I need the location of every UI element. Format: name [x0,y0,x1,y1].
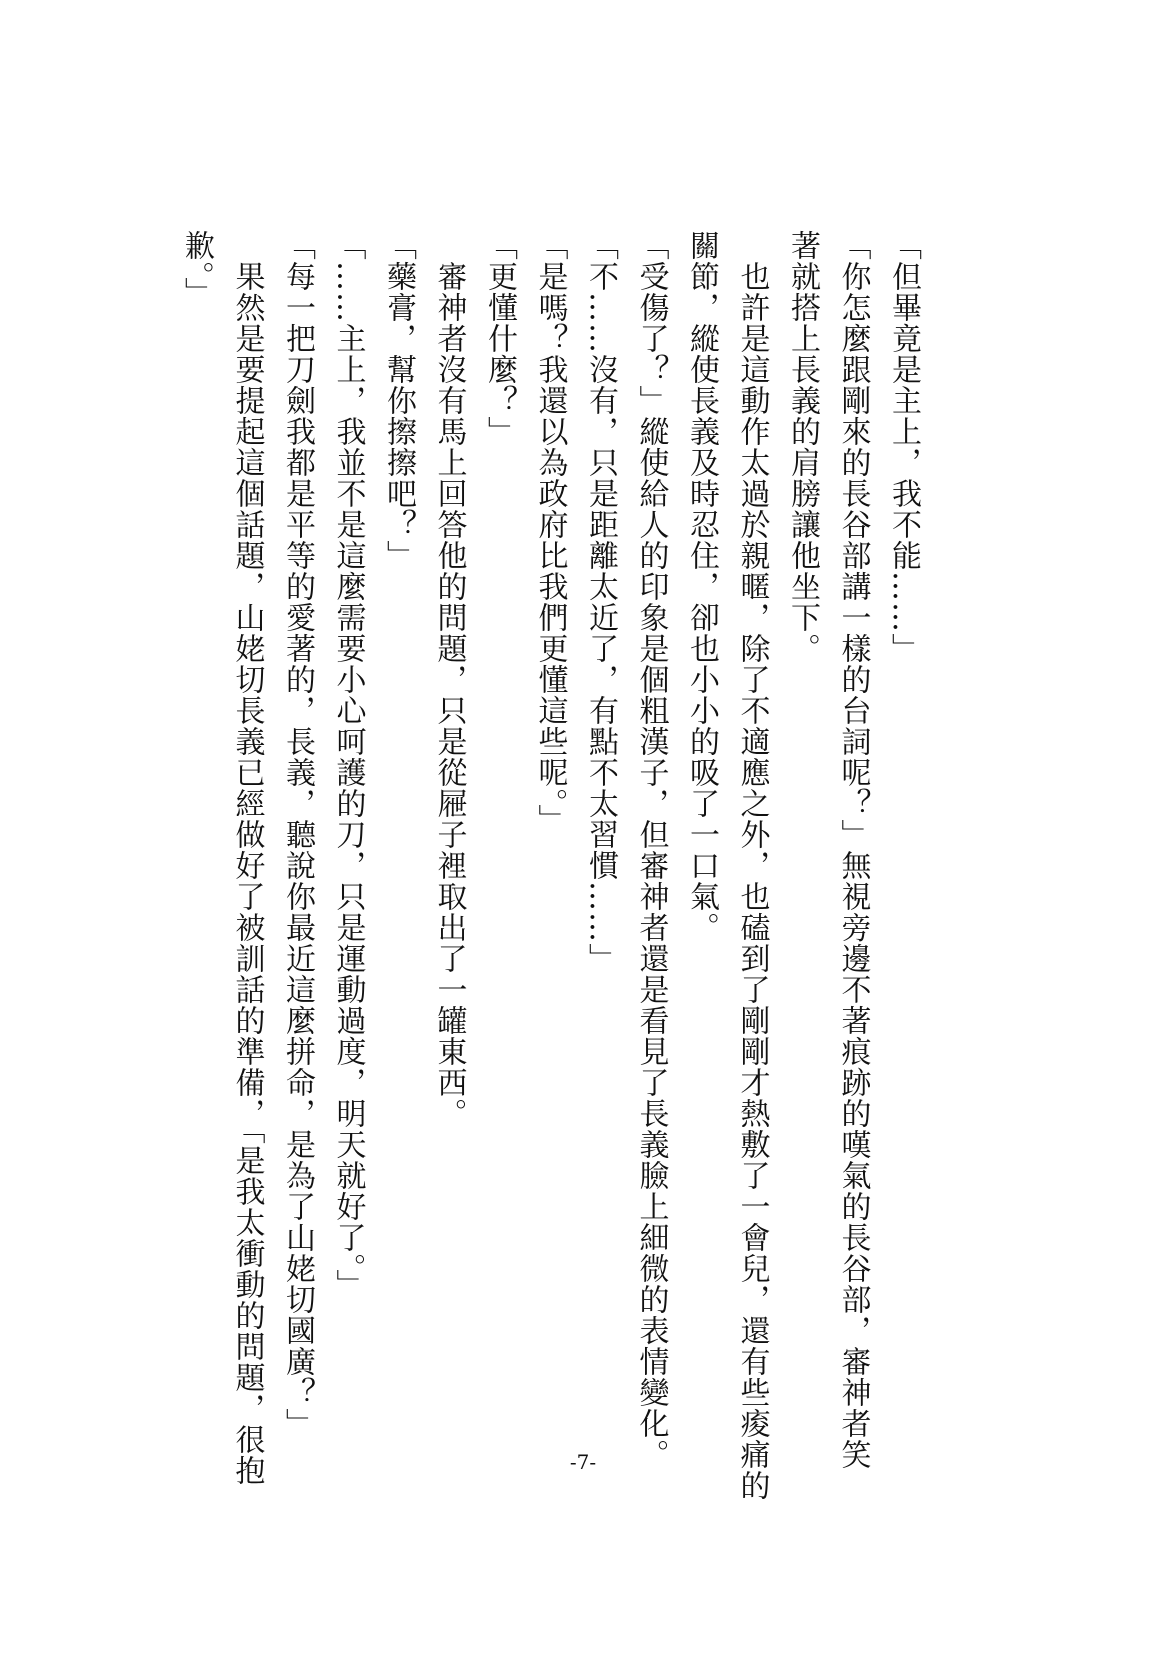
text-line: 「你怎麼跟剛來的長谷部講一樣的台詞呢？」無視旁邊不著痕跡的嘆氣的長谷部，審神者笑 [835,230,871,1470]
text-line: 「藥膏，幫你擦擦吧？」 [381,230,416,571]
text-line: 「但畢竟是主上，我不能……」 [886,230,921,664]
text-line: 關節，縱使長義及時忍住，卻也小小的吸了一口氣。 [684,230,719,943]
page-number: -7- [569,1450,597,1474]
text-line: 「更懂什麼？」 [482,230,517,447]
vertical-text-block [171,230,929,1501]
text-line: 「……主上，我並不是這麼需要小心呵護的刀，只是運動過度，明天就好了。」 [330,230,366,1300]
text-line: 著就搭上長義的肩膀讓他坐下。 [785,230,820,664]
text-line: 「每一把刀劍我都是平等的愛著的，長義，聽說你最近這麼拼命，是為了山姥切國廣？」 [280,230,315,1439]
text-line: 果然是要提起這個話題，山姥切長義已經做好了被訓話的準備，「是我太衝動的問題，很抱 [229,230,265,1486]
text-line: 「是嗎？我還以為政府比我們更懂這些呢。」 [532,230,568,835]
text-line: 歉。」 [179,230,214,308]
text-line: 也許是這動作太過於親暱，除了不適應之外，也磕到了剛剛才熱敷了一會兒，還有些痠痛的 [734,230,770,1501]
text-line: 「不……沒有，只是距離太近了，有點不太習慣……」 [583,230,618,974]
text-line: 「受傷了？」縱使給人的印象是個粗漢子，但審神者還是看見了長義臉上細微的表情變化。 [633,230,669,1470]
text-line: 審神者沒有馬上回答他的問題，只是從屜子裡取出了一罐東西。 [431,230,467,1129]
